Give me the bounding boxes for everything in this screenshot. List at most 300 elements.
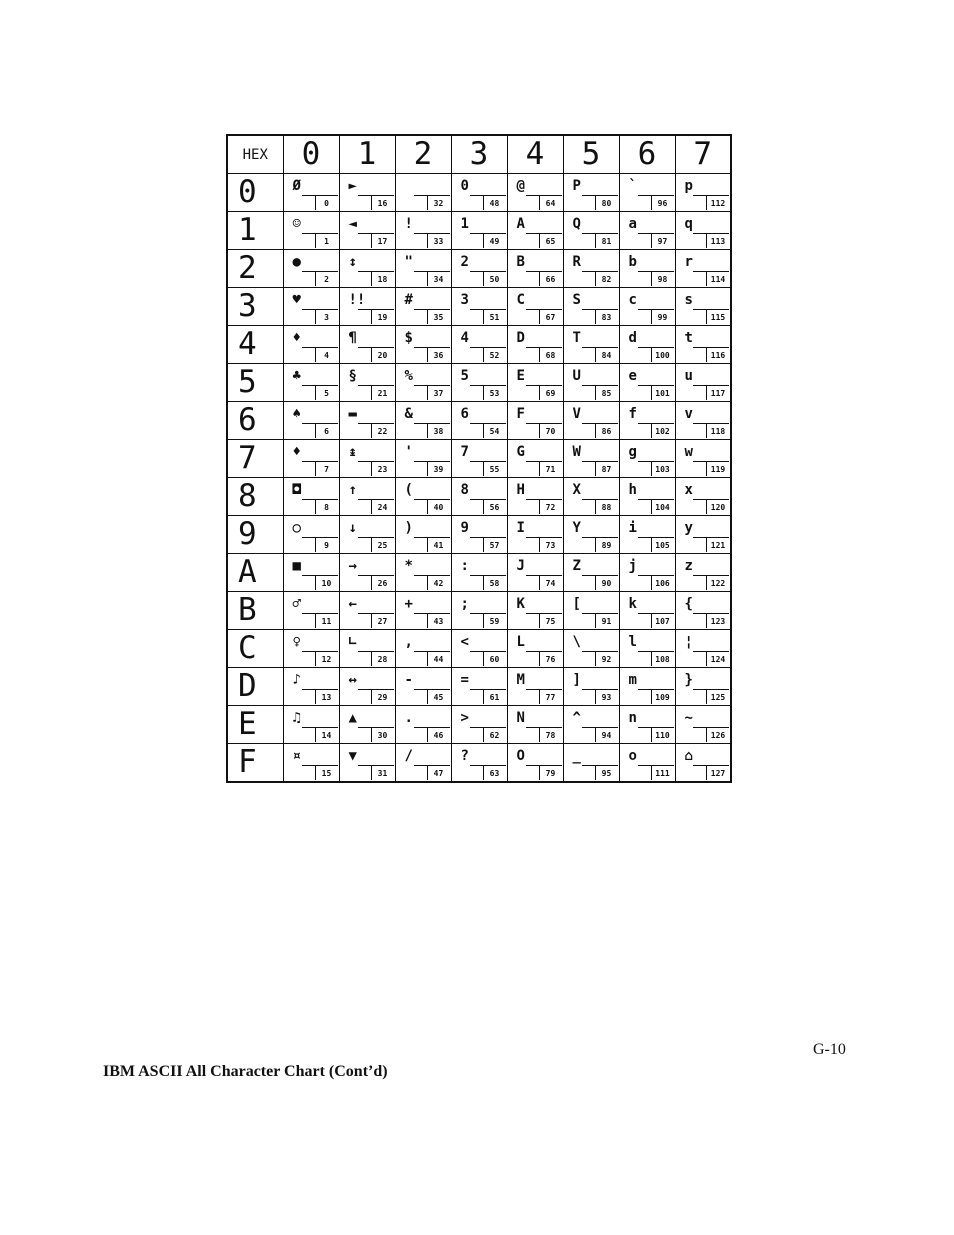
character-cell [339, 592, 395, 630]
decimal-code: 36 [427, 347, 450, 362]
character-cell [563, 668, 619, 706]
character-cell [395, 630, 451, 668]
character-glyph: ↔ [348, 672, 357, 688]
decimal-code: 99 [651, 309, 674, 324]
character-glyph: ⌂ [684, 748, 693, 764]
decimal-code: 109 [651, 689, 674, 704]
decimal-code: 116 [706, 347, 729, 362]
character-glyph: ▲ [348, 710, 357, 726]
decimal-code: 65 [539, 233, 562, 248]
decimal-code: 124 [706, 651, 729, 666]
character-cell [619, 212, 675, 250]
character-glyph: ( [404, 482, 413, 498]
character-cell [395, 592, 451, 630]
character-cell [451, 402, 507, 440]
decimal-code: 108 [651, 651, 674, 666]
decimal-code: 17 [371, 233, 394, 248]
character-glyph: ↕ [348, 254, 357, 270]
character-glyph: h [628, 482, 637, 498]
column-header: 6 [619, 135, 675, 174]
decimal-code: 28 [371, 651, 394, 666]
decimal-code: 100 [651, 347, 674, 362]
character-cell [675, 326, 731, 364]
decimal-code: 97 [651, 233, 674, 248]
character-glyph: ♠ [292, 406, 301, 422]
character-cell [283, 630, 339, 668]
character-glyph: ¶ [348, 330, 357, 346]
decimal-code: 121 [706, 537, 729, 552]
character-cell [395, 364, 451, 402]
character-cell [563, 744, 619, 783]
decimal-code: 31 [371, 765, 394, 780]
character-cell [395, 326, 451, 364]
character-glyph: < [460, 634, 469, 650]
character-cell [675, 174, 731, 212]
decimal-code: 52 [483, 347, 506, 362]
character-cell [451, 440, 507, 478]
character-glyph: * [404, 558, 413, 574]
row-header: 9 [227, 516, 283, 554]
character-glyph: $ [404, 330, 413, 346]
row-header: 7 [227, 440, 283, 478]
character-glyph: Q [572, 216, 581, 232]
character-cell [451, 326, 507, 364]
character-cell [619, 250, 675, 288]
character-glyph: L [516, 634, 525, 650]
decimal-code: 34 [427, 271, 450, 286]
character-glyph: ` [628, 178, 637, 194]
decimal-code: 45 [427, 689, 450, 704]
character-glyph: D [516, 330, 525, 346]
decimal-code: 16 [371, 195, 394, 210]
character-cell [675, 744, 731, 783]
character-cell [675, 364, 731, 402]
table-row [227, 212, 731, 250]
character-cell [339, 668, 395, 706]
character-glyph: j [628, 558, 637, 574]
character-glyph: 9 [460, 520, 469, 536]
character-cell [451, 364, 507, 402]
row-header: D [227, 668, 283, 706]
character-glyph: ○ [292, 520, 301, 536]
character-cell [563, 174, 619, 212]
character-cell [507, 554, 563, 592]
decimal-code: 15 [315, 765, 338, 780]
character-glyph: x [684, 482, 693, 498]
row-header: 4 [227, 326, 283, 364]
decimal-code: 20 [371, 347, 394, 362]
character-cell [563, 326, 619, 364]
decimal-code: 72 [539, 499, 562, 514]
character-cell [283, 554, 339, 592]
character-glyph: W [572, 444, 581, 460]
character-glyph: Y [572, 520, 581, 536]
character-glyph: f [628, 406, 637, 422]
character-glyph: \ [572, 634, 581, 650]
character-cell [395, 744, 451, 783]
character-cell [395, 174, 451, 212]
character-cell [675, 212, 731, 250]
character-glyph: A [516, 216, 525, 232]
character-glyph: r [684, 254, 693, 270]
character-glyph: 6 [460, 406, 469, 422]
character-glyph: { [684, 596, 693, 612]
character-glyph: ? [460, 748, 469, 764]
character-cell [619, 174, 675, 212]
decimal-code: 1 [315, 233, 338, 248]
character-cell [619, 516, 675, 554]
character-glyph: !! [348, 292, 366, 308]
decimal-code: 32 [427, 195, 450, 210]
decimal-code: 50 [483, 271, 506, 286]
table-row [227, 288, 731, 326]
decimal-code: 6 [315, 423, 338, 438]
decimal-code: 76 [539, 651, 562, 666]
character-cell [395, 212, 451, 250]
character-glyph: ← [348, 596, 357, 612]
column-header: 4 [507, 135, 563, 174]
character-glyph: G [516, 444, 525, 460]
decimal-code: 120 [706, 499, 729, 514]
character-cell [675, 592, 731, 630]
table-row [227, 326, 731, 364]
character-cell [283, 668, 339, 706]
character-glyph: i [628, 520, 637, 536]
decimal-code: 106 [651, 575, 674, 590]
decimal-code: 13 [315, 689, 338, 704]
character-cell [339, 440, 395, 478]
character-cell [563, 288, 619, 326]
character-cell [451, 478, 507, 516]
character-cell [339, 174, 395, 212]
character-glyph: ♂ [292, 596, 301, 612]
character-cell [675, 668, 731, 706]
decimal-code: 33 [427, 233, 450, 248]
table-row [227, 630, 731, 668]
character-cell [675, 402, 731, 440]
character-cell [619, 326, 675, 364]
character-cell [675, 516, 731, 554]
character-cell [507, 364, 563, 402]
decimal-code: 79 [539, 765, 562, 780]
decimal-code: 93 [595, 689, 618, 704]
character-glyph: N [516, 710, 525, 726]
character-cell [507, 288, 563, 326]
character-glyph: ● [292, 254, 301, 270]
character-glyph: q [684, 216, 693, 232]
character-cell [675, 554, 731, 592]
decimal-code: 85 [595, 385, 618, 400]
decimal-code: 86 [595, 423, 618, 438]
character-glyph: - [404, 672, 413, 688]
table-row [227, 402, 731, 440]
decimal-code: 61 [483, 689, 506, 704]
character-glyph: 3 [460, 292, 469, 308]
character-glyph: ^ [572, 710, 581, 726]
character-cell [507, 402, 563, 440]
character-cell [283, 402, 339, 440]
character-glyph: g [628, 444, 637, 460]
row-header: F [227, 744, 283, 783]
character-glyph: s [684, 292, 693, 308]
character-glyph: t [684, 330, 693, 346]
table-row [227, 744, 731, 783]
character-glyph: > [460, 710, 469, 726]
character-cell [507, 326, 563, 364]
decimal-code: 78 [539, 727, 562, 742]
character-glyph: ▬ [348, 406, 357, 422]
row-header: 2 [227, 250, 283, 288]
character-cell [339, 250, 395, 288]
character-glyph: + [404, 596, 413, 612]
character-cell [339, 744, 395, 783]
decimal-code: 48 [483, 195, 506, 210]
character-glyph: ♦ [292, 444, 301, 460]
character-cell [451, 288, 507, 326]
decimal-code: 115 [706, 309, 729, 324]
character-glyph: e [628, 368, 637, 384]
decimal-code: 60 [483, 651, 506, 666]
decimal-code: 44 [427, 651, 450, 666]
character-cell [507, 212, 563, 250]
character-cell [675, 440, 731, 478]
character-cell [283, 326, 339, 364]
character-glyph: 4 [460, 330, 469, 346]
character-glyph: ↑ [348, 482, 357, 498]
decimal-code: 46 [427, 727, 450, 742]
character-cell [283, 212, 339, 250]
character-cell [507, 250, 563, 288]
character-cell [563, 364, 619, 402]
character-cell [283, 174, 339, 212]
character-glyph: . [404, 710, 413, 726]
character-cell [395, 440, 451, 478]
decimal-code: 11 [315, 613, 338, 628]
decimal-code: 35 [427, 309, 450, 324]
decimal-code: 101 [651, 385, 674, 400]
row-header: 6 [227, 402, 283, 440]
decimal-code: 87 [595, 461, 618, 476]
character-cell [283, 744, 339, 783]
character-cell [563, 250, 619, 288]
character-glyph: y [684, 520, 693, 536]
character-glyph: ↓ [348, 520, 357, 536]
decimal-code: 21 [371, 385, 394, 400]
decimal-code: 84 [595, 347, 618, 362]
character-glyph: = [460, 672, 469, 688]
decimal-code: 14 [315, 727, 338, 742]
decimal-code: 110 [651, 727, 674, 742]
decimal-code: 29 [371, 689, 394, 704]
character-glyph: " [404, 254, 413, 270]
table-row [227, 174, 731, 212]
decimal-code: 40 [427, 499, 450, 514]
character-glyph: ◘ [292, 482, 301, 498]
character-glyph: 2 [460, 254, 469, 270]
character-cell [339, 364, 395, 402]
character-cell [507, 744, 563, 783]
decimal-code: 83 [595, 309, 618, 324]
character-cell [507, 478, 563, 516]
decimal-code: 12 [315, 651, 338, 666]
decimal-code: 113 [706, 233, 729, 248]
character-glyph: M [516, 672, 525, 688]
character-glyph: ' [404, 444, 413, 460]
character-cell [339, 326, 395, 364]
character-cell [563, 440, 619, 478]
character-glyph: ◄ [348, 216, 357, 232]
character-cell [451, 250, 507, 288]
character-glyph: : [460, 558, 469, 574]
decimal-code: 103 [651, 461, 674, 476]
character-cell [619, 668, 675, 706]
character-glyph: ♥ [292, 292, 301, 308]
character-cell [619, 592, 675, 630]
character-glyph: P [572, 178, 581, 194]
character-cell [451, 744, 507, 783]
decimal-code: 68 [539, 347, 562, 362]
decimal-code: 73 [539, 537, 562, 552]
character-glyph: n [628, 710, 637, 726]
character-glyph: B [516, 254, 525, 270]
decimal-code: 10 [315, 575, 338, 590]
character-cell [507, 630, 563, 668]
character-cell [563, 478, 619, 516]
character-cell [507, 440, 563, 478]
character-glyph: a [628, 216, 637, 232]
character-glyph: o [628, 748, 637, 764]
character-glyph: ► [348, 178, 357, 194]
character-cell [563, 212, 619, 250]
character-glyph: & [404, 406, 413, 422]
character-cell [451, 668, 507, 706]
table-row [227, 440, 731, 478]
character-glyph: Ø [292, 178, 301, 194]
character-glyph: u [684, 368, 693, 384]
decimal-code: 71 [539, 461, 562, 476]
row-header: B [227, 592, 283, 630]
decimal-code: 9 [315, 537, 338, 552]
row-header: 3 [227, 288, 283, 326]
character-glyph: ↨ [348, 444, 357, 460]
character-glyph: c [628, 292, 637, 308]
character-cell [507, 174, 563, 212]
character-glyph: ~ [684, 710, 693, 726]
decimal-code: 41 [427, 537, 450, 552]
column-header: 5 [563, 135, 619, 174]
character-cell [283, 478, 339, 516]
hex-corner-label: HEX [227, 135, 283, 174]
decimal-code: 53 [483, 385, 506, 400]
decimal-code: 98 [651, 271, 674, 286]
character-glyph: ∟ [348, 634, 357, 650]
character-glyph: , [404, 634, 413, 650]
decimal-code: 96 [651, 195, 674, 210]
character-glyph: m [628, 672, 637, 688]
character-glyph: ) [404, 520, 413, 536]
decimal-code: 70 [539, 423, 562, 438]
character-cell [451, 630, 507, 668]
decimal-code: 123 [706, 613, 729, 628]
table-row [227, 592, 731, 630]
decimal-code: 69 [539, 385, 562, 400]
decimal-code: 67 [539, 309, 562, 324]
character-glyph: [ [572, 596, 581, 612]
character-cell [619, 706, 675, 744]
decimal-code: 3 [315, 309, 338, 324]
table-body [227, 174, 731, 783]
character-glyph: C [516, 292, 525, 308]
character-glyph: R [572, 254, 581, 270]
character-glyph: E [516, 368, 525, 384]
character-cell [451, 706, 507, 744]
character-cell [563, 706, 619, 744]
character-cell [563, 402, 619, 440]
character-cell [563, 630, 619, 668]
table-row [227, 554, 731, 592]
character-glyph: z [684, 558, 693, 574]
character-cell [563, 516, 619, 554]
character-cell [451, 212, 507, 250]
decimal-code: 37 [427, 385, 450, 400]
decimal-code: 114 [706, 271, 729, 286]
row-header: A [227, 554, 283, 592]
decimal-code: 127 [706, 765, 729, 780]
decimal-code: 104 [651, 499, 674, 514]
character-cell [507, 592, 563, 630]
character-cell [339, 212, 395, 250]
decimal-code: 24 [371, 499, 394, 514]
row-header: E [227, 706, 283, 744]
decimal-code: 25 [371, 537, 394, 552]
character-glyph: ♣ [292, 368, 301, 384]
character-cell [395, 402, 451, 440]
character-cell [507, 706, 563, 744]
character-glyph: ▼ [348, 748, 357, 764]
decimal-code: 23 [371, 461, 394, 476]
character-glyph: ♀ [292, 634, 301, 650]
decimal-code: 27 [371, 613, 394, 628]
character-cell [507, 668, 563, 706]
decimal-code: 75 [539, 613, 562, 628]
decimal-code: 74 [539, 575, 562, 590]
decimal-code: 63 [483, 765, 506, 780]
decimal-code: 95 [595, 765, 618, 780]
decimal-code: 43 [427, 613, 450, 628]
character-glyph: H [516, 482, 525, 498]
character-cell [507, 516, 563, 554]
character-glyph: 0 [460, 178, 469, 194]
character-glyph: ♪ [292, 672, 301, 688]
character-glyph: S [572, 292, 581, 308]
decimal-code: 47 [427, 765, 450, 780]
decimal-code: 55 [483, 461, 506, 476]
character-glyph: ☺ [292, 216, 301, 232]
character-glyph: § [348, 368, 357, 384]
decimal-code: 111 [651, 765, 674, 780]
character-cell [619, 440, 675, 478]
character-cell [283, 706, 339, 744]
table-row [227, 516, 731, 554]
column-header: 3 [451, 135, 507, 174]
chart-caption: IBM ASCII All Character Chart (Cont’d) [103, 1063, 388, 1080]
decimal-code: 39 [427, 461, 450, 476]
character-glyph: b [628, 254, 637, 270]
character-glyph: F [516, 406, 525, 422]
decimal-code: 51 [483, 309, 506, 324]
decimal-code: 118 [706, 423, 729, 438]
character-cell [563, 554, 619, 592]
